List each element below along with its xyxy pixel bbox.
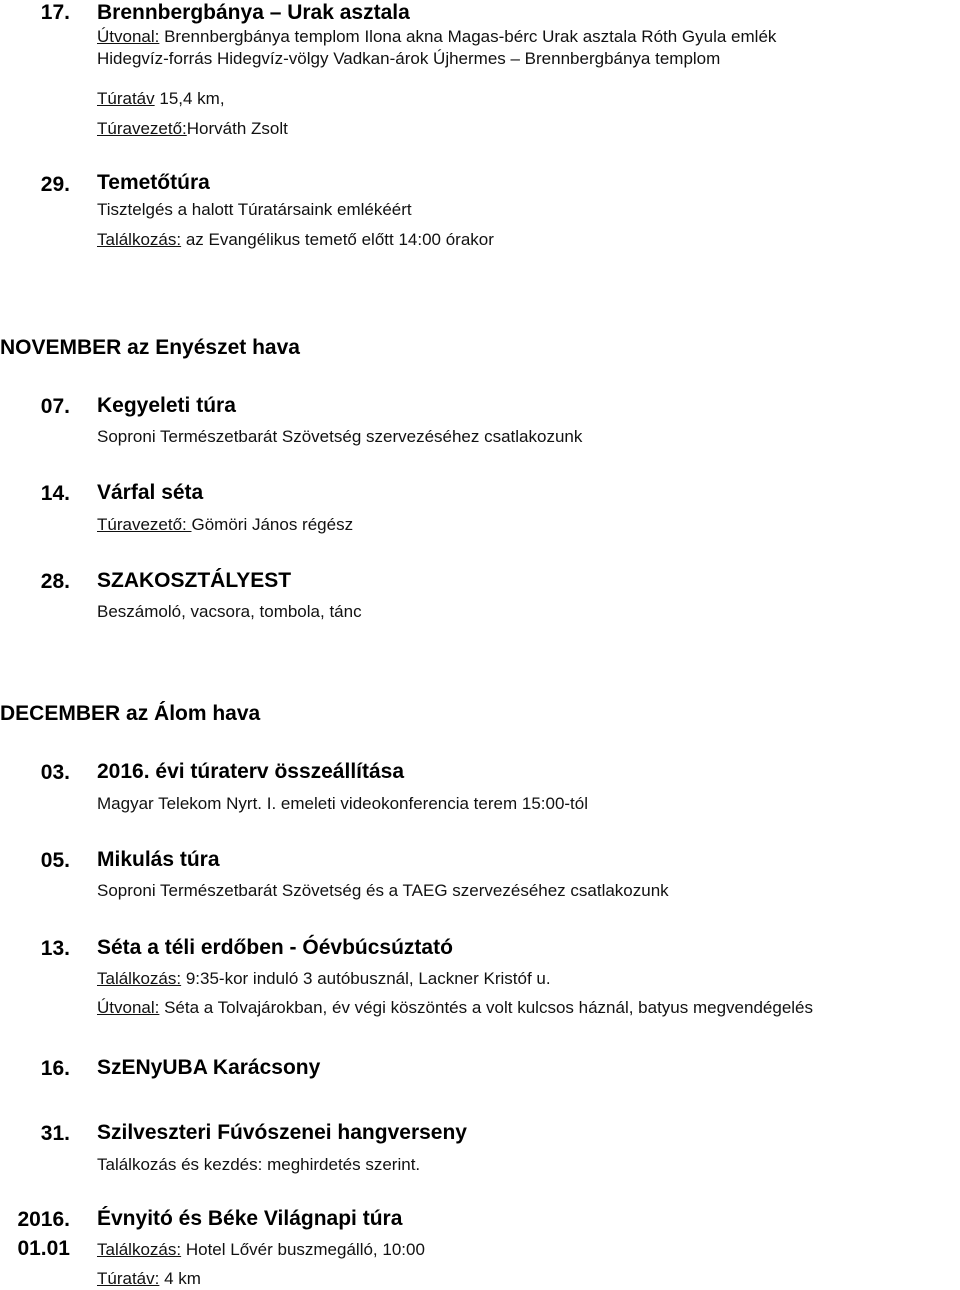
line-label: Találkozás: <box>97 230 182 249</box>
entry-title: Séta a téli erdőben - Óévbúcsúztató <box>97 936 453 959</box>
entry-line <box>97 1268 201 1290</box>
line-text: Horváth Zsolt <box>186 119 288 138</box>
month-heading: NOVEMBER az Enyészet hava <box>0 336 300 359</box>
entry-line <box>97 997 813 1019</box>
month-heading: DECEMBER az Álom hava <box>0 702 261 725</box>
line-text: Gömöri János régész <box>191 515 354 534</box>
line-text: Magyar Telekom Nyrt. I. emeleti videokonferencia terem 15:00-tól <box>97 794 589 813</box>
line-label: Túravezető: <box>97 515 192 534</box>
entry-title: Várfal séta <box>97 481 204 504</box>
entry-date: 03. <box>40 761 70 784</box>
entry-date: 14. <box>40 482 70 505</box>
line-text: 15,4 km, <box>154 89 225 108</box>
line-text: Tisztelgés a halott Túratársaink emlékéért <box>97 200 412 219</box>
entry-title: Temetőtúra <box>97 171 210 194</box>
entry-line <box>97 1239 425 1261</box>
entry-line <box>97 968 551 990</box>
line-label: Túratáv: <box>97 1269 160 1288</box>
line-label: Túravezető: <box>97 119 187 138</box>
entry-date: 31. <box>40 1122 70 1145</box>
entry-date: 2016. <box>17 1208 70 1231</box>
entry-title: Mikulás túra <box>97 848 220 871</box>
entry-title: Brennbergbánya – Urak asztala <box>97 1 410 24</box>
line-text: 4 km <box>159 1269 201 1288</box>
line-text: Találkozás és kezdés: meghirdetés szerint. <box>97 1155 421 1174</box>
entry-line <box>97 601 362 623</box>
entry-date: 07. <box>40 395 70 418</box>
entry-date: 16. <box>40 1057 70 1080</box>
line-text: Soproni Természetbarát Szövetség és a TAEG szervezéséhez csatlakozunk <box>97 881 669 900</box>
entry-date: 05. <box>40 849 70 872</box>
entry-date-day: 01.01 <box>17 1237 70 1260</box>
entry-line <box>97 229 494 251</box>
entry-date: 17. <box>40 1 70 24</box>
entry-title: Szilveszteri Fúvószenei hangverseny <box>97 1121 467 1144</box>
line-text: Hotel Lővér buszmegálló, 10:00 <box>181 1240 425 1259</box>
entry-line <box>97 426 582 448</box>
line-label: Találkozás: <box>97 969 182 988</box>
entry-line <box>97 514 353 536</box>
line-text: Brennbergbánya templom Ilona akna Magas-bérc Urak asztala Róth Gyula emlék <box>159 27 777 46</box>
entry-title: Évnyitó és Béke Világnapi túra <box>97 1207 403 1230</box>
entry-title: SzENyUBA Karácsony <box>97 1056 321 1079</box>
line-text: Séta a Tolvajárokban, év végi köszöntés a volt kulcsos háznál, batyus megvendégelés <box>159 998 814 1017</box>
entry-line <box>97 793 588 815</box>
entry-line <box>97 199 412 221</box>
line-text: az Evangélikus temető előtt 14:00 órakor <box>181 230 494 249</box>
entry-line <box>97 118 288 140</box>
entry-line <box>97 1154 420 1176</box>
line-text: Hidegvíz-forrás Hidegvíz-völgy Vadkan-árok Újhermes – Brennbergbánya templom <box>97 49 721 68</box>
entry-line <box>97 88 225 110</box>
entry-title: 2016. évi túraterv összeállítása <box>97 760 405 783</box>
entry-line <box>97 26 776 48</box>
entry-date: 28. <box>40 570 70 593</box>
entry-line <box>97 48 720 70</box>
line-label: Útvonal: <box>97 998 160 1017</box>
entry-title: Kegyeleti túra <box>97 394 236 417</box>
line-text: 9:35-kor induló 3 autóbusznál, Lackner Kristóf u. <box>181 969 551 988</box>
line-label: Túratáv <box>97 89 155 108</box>
entry-title: SZAKOSZTÁLYEST <box>97 569 292 592</box>
line-label: Útvonal: <box>97 27 160 46</box>
line-label: Találkozás: <box>97 1240 182 1259</box>
entry-line <box>97 880 669 902</box>
line-text: Soproni Természetbarát Szövetség szervezéséhez csatlakozunk <box>97 427 583 446</box>
line-text: Beszámoló, vacsora, tombola, tánc <box>97 602 362 621</box>
entry-date: 13. <box>40 937 70 960</box>
entry-date: 29. <box>40 173 70 196</box>
